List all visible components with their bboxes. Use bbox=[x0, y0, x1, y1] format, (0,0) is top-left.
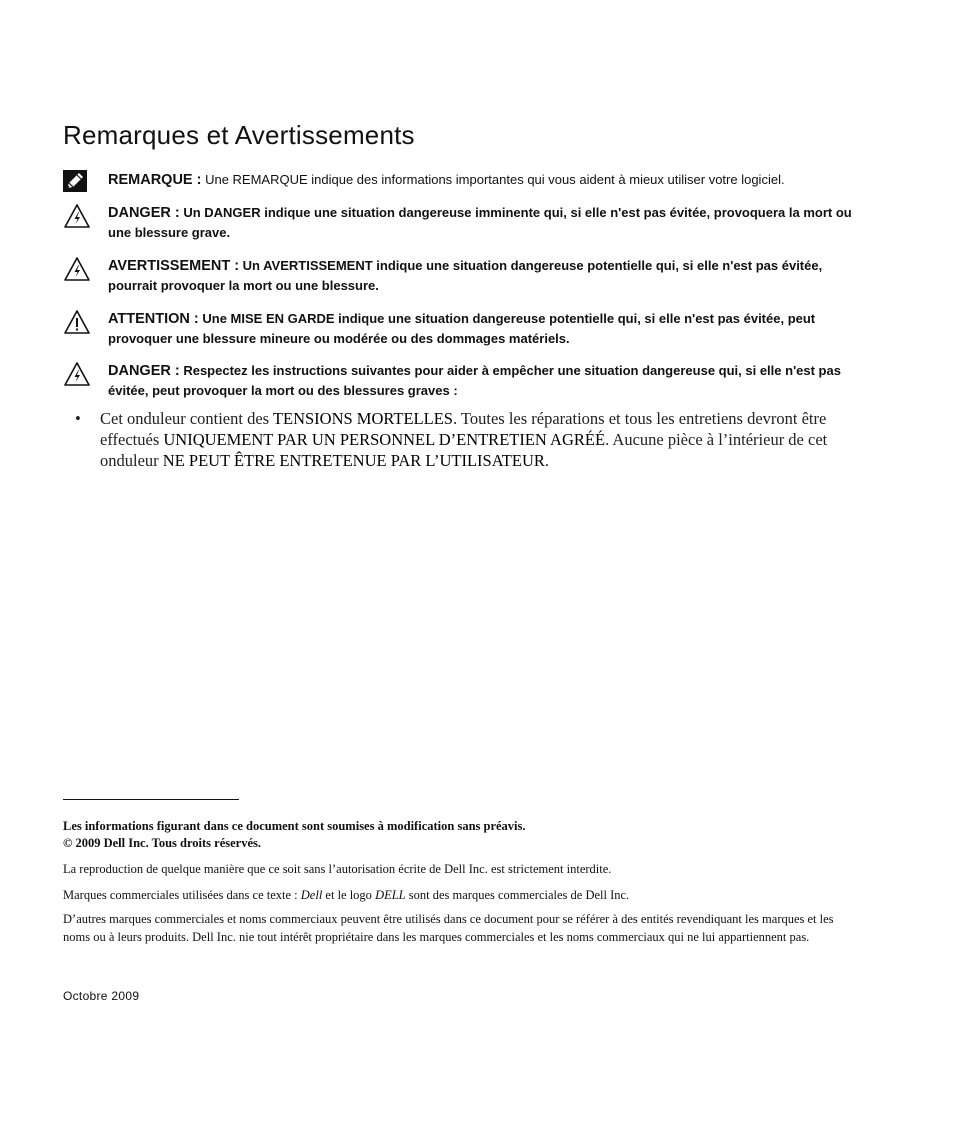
warning-label: AVERTISSEMENT : bbox=[108, 258, 240, 274]
note-notice bbox=[63, 170, 863, 190]
electrical-warning-icon bbox=[63, 256, 91, 282]
electrical-warning-icon bbox=[63, 203, 91, 229]
danger-instructions-label: DANGER : bbox=[108, 363, 180, 379]
danger-instructions-body: Respectez les instructions suivantes pour aider à empêcher une situation dangereuse qui, si elle n'est pas évitée, peut provoquer la mort ou des blessures graves : bbox=[108, 363, 841, 398]
danger-notice bbox=[63, 203, 863, 243]
bullet-caps-2: UNIQUEMENT PAR UN PERSONNEL D’ENTRETIEN AGRÉÉ bbox=[163, 430, 606, 449]
note-body: Une REMARQUE indique des informations importantes qui vous aident à mieux utiliser votre logiciel. bbox=[205, 172, 785, 187]
footer-trademarks bbox=[63, 886, 863, 904]
danger-instructions-notice bbox=[63, 361, 863, 401]
warning-notice bbox=[63, 256, 863, 296]
tm-logo: DELL bbox=[375, 888, 406, 902]
footer-divider bbox=[63, 799, 239, 800]
bullet-text-4: . bbox=[544, 451, 549, 470]
tm-text-b: et le logo bbox=[322, 888, 376, 902]
caution-warning-icon bbox=[63, 309, 91, 335]
warning-body: Un AVERTISSEMENT indique une situation dangereuse potentielle qui, si elle n'est pas évitée, pourrait provoquer la mort ou une blessure. bbox=[108, 258, 823, 293]
tm-text-a: Marques commerciales utilisées dans ce texte : bbox=[63, 888, 301, 902]
danger-body: Un DANGER indique une situation dangereuse imminente qui, si elle n'est pas évitée, provoquera la mort ou une blessure grave. bbox=[108, 205, 852, 240]
page-title: Remarques et Avertissements bbox=[63, 120, 415, 150]
danger-label: DANGER : bbox=[108, 205, 180, 221]
bullet-text-2: . Toutes les réparations et tous les entretiens devront être effectués bbox=[100, 409, 827, 449]
caution-body: Une MISE EN GARDE indique une situation dangereuse potentielle qui, si elle n'est pas évitée, peut provoquer une blessure mineure ou modérée ou des dommages matériels. bbox=[108, 311, 816, 346]
bullet-symbol: • bbox=[75, 409, 81, 428]
caution-text bbox=[108, 309, 863, 349]
note-label: REMARQUE : bbox=[108, 172, 202, 188]
lethal-voltage-bullet bbox=[63, 408, 873, 471]
note-pencil-icon bbox=[63, 170, 91, 196]
tm-text-c: sont des marques commerciales de Dell Inc. bbox=[405, 888, 630, 902]
publication-date: Octobre 2009 bbox=[63, 989, 140, 1003]
bullet-caps-3: NE PEUT ÊTRE ENTRETENUE PAR L’UTILISATEUR bbox=[162, 451, 545, 470]
bullet-caps-1: TENSIONS MORTELLES bbox=[272, 409, 453, 428]
caution-label: ATTENTION : bbox=[108, 311, 199, 327]
electrical-warning-icon bbox=[63, 361, 91, 387]
danger-instructions-text bbox=[108, 361, 863, 401]
bullet-text-3: . Aucune pièce à l’intérieur de cet onduleur bbox=[100, 430, 828, 470]
danger-text bbox=[108, 203, 863, 243]
bullet-text-1: Cet onduleur contient des bbox=[100, 409, 273, 428]
footer-other-trademarks: D’autres marques commerciales et noms commerciaux peuvent être utilisés dans ce document pour se référer à des entités revendiquant les marques et les noms ou à leurs produits. Dell Inc. nie tout intérêt propriétaire dans les marques commerciales et les noms commerciaux qui ne lui appartiennent pas. bbox=[63, 912, 834, 944]
tm-dell: Dell bbox=[300, 888, 323, 902]
footer-copyright: © 2009 Dell Inc. Tous droits réservés. bbox=[63, 836, 261, 850]
warning-text bbox=[108, 256, 863, 296]
caution-notice bbox=[63, 309, 863, 349]
footer-notice-line: Les informations figurant dans ce document sont soumises à modification sans préavis. bbox=[63, 819, 526, 833]
note-text bbox=[108, 170, 863, 190]
bullet-paragraph bbox=[100, 408, 873, 471]
footer-reproduction: La reproduction de quelque manière que ce soit sans l’autorisation écrite de Dell Inc. est strictement interdite. bbox=[63, 862, 612, 876]
